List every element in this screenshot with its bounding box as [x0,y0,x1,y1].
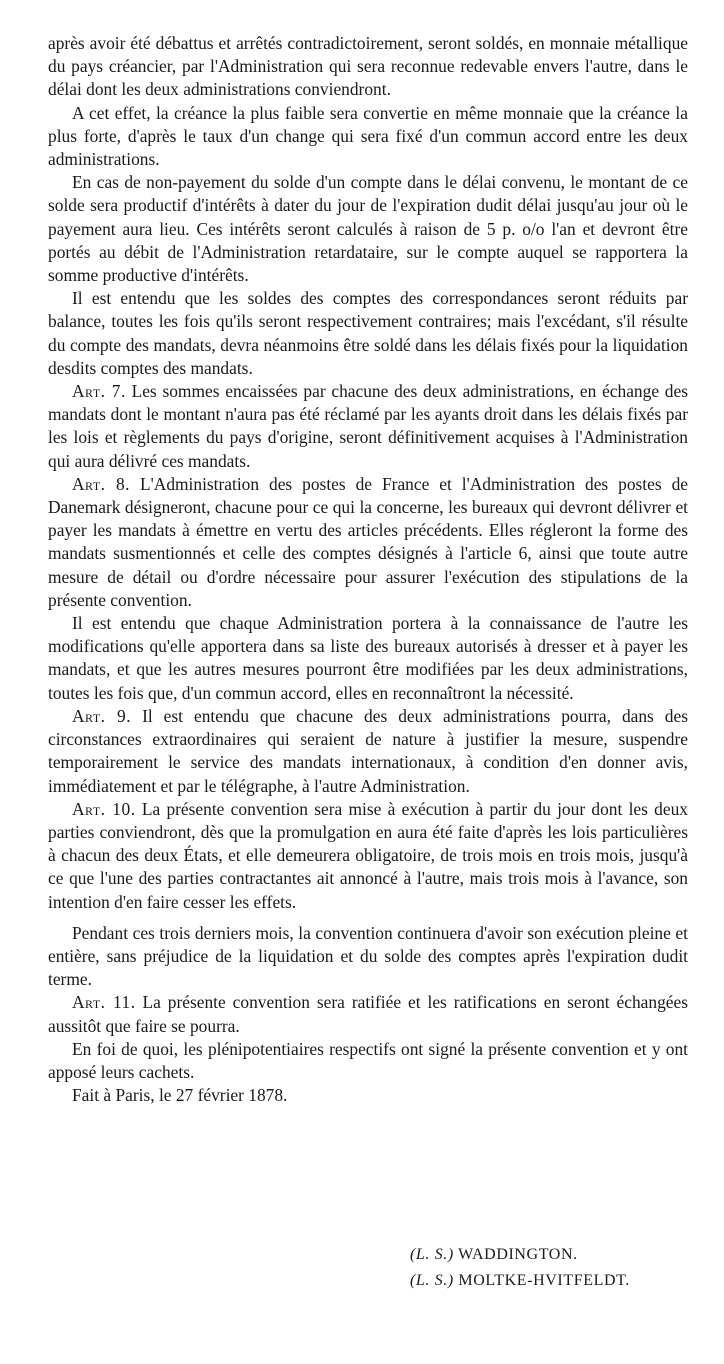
signature-moltke-hvitfeldt [410,1272,630,1290]
article-10-number: Art. 10. [72,798,136,819]
paragraph-bureau-changes: Il est entendu que chaque Administration portera à la connaissance de l'autre les modifications qu'elle apportera dans sa liste des bureaux autorisés à dresser et à payer les mandats, et que les autres mesures pourront être modifiées par les deux administrations, toutes les fois que, d'un commun accord, elles en reconnaîtront la nécessité. [48,613,688,703]
treaty-text [48,32,688,1107]
article-8 [48,473,688,612]
signatory-name: MOLTKE-HVITFELDT. [458,1272,630,1289]
seal-mark: (L. S.) [410,1246,454,1263]
signature-waddington [410,1246,578,1264]
signatory-name: WADDINGTON. [458,1246,578,1263]
paragraph-exchange-rate: A cet effet, la créance la plus faible sera convertie en même monnaie que la créance la plus forte, d'après le taux d'un change qui sera fixé d'un commun accord entre les deux administrations. [48,102,688,170]
article-9-number: Art. 9. [72,705,132,726]
article-11-text: La présente convention sera ratifiée et les ratifications en seront échangées aussitôt que faire se pourra. [48,992,688,1036]
closing-section [48,922,688,1108]
seal-mark: (L. S.) [410,1272,454,1289]
article-9 [48,705,688,798]
article-11 [48,991,688,1037]
paragraph-last-months: Pendant ces trois derniers mois, la convention continuera d'avoir son exécution pleine et entière, sans préjudice de la liquidation et du solde des comptes après l'expiration dudit terme. [48,922,688,990]
article-11-number: Art. 11. [72,992,136,1013]
date-line: Fait à Paris, le 27 février 1878. [72,1085,288,1106]
article-9-text: Il est entendu que chacune des deux administrations pourra, dans des circonstances extraordinaires qui seraient de nature à justifier la mesure, suspendre temporairement le service des mandats internationaux, à condition d'en donner avis, immédiatement et par le télégraphe, à l'autre Administration. [48,705,688,796]
paragraph-continuation: après avoir été débattus et arrêtés contradictoirement, seront soldés, en monnaie métallique du pays créancier, par l'Administration qui sera reconnue redevable envers l'autre, dans le délai dont les deux administrations conviendront. [48,33,688,100]
paragraph-balance: Il est entendu que les soldes des comptes des correspondances seront réduits par balance, toutes les fois qu'ils seront respectivement contraires; mais l'excédant, s'il résulte du compte des mandats, devra néanmoins être soldé dans les délais fixés pour la liquidation desdits comptes des mandats. [48,288,688,378]
article-7-number: Art. 7. [72,381,126,402]
paragraph-in-witness: En foi de quoi, les plénipotentiaires respectifs ont signé la présente convention et y ont apposé leurs cachets. [48,1038,688,1082]
article-7 [48,380,688,473]
article-8-number: Art. 8. [72,473,131,494]
article-8-text: L'Administration des postes de France et l'Administration des postes de Danemark désigneront, chacune pour ce qui la concerne, les bureaux qui devront délivrer et payer les mandats à émettre en vertu des articles précédents. Elles régleront la forme des mandats susmentionnés et celle des comptes désignés à l'article 6, ainsi que toute autre mesure de détail ou d'ordre nécessaire pour assurer l'exécution des stipulations de la présente convention. [48,473,688,610]
article-10 [48,798,688,914]
article-7-text: Les sommes encaissées par chacune des deux administrations, en échange des mandats dont le montant n'aura pas été réclamé par les ayants droit dans les délais fixés par les lois et règlements du pays d'origine, seront définitivement acquises à l'Administration qui aura délivré ces mandats. [48,381,688,471]
paragraph-interest: En cas de non-payement du solde d'un compte dans le délai convenu, le montant de ce solde sera productif d'intérêts à dater du jour de l'expiration dudit délai jusqu'au jour où le payement aura lieu. Ces intérêts seront calculés à raison de 5 p. o/o l'an et devront être portés au débit de l'Administration retardataire, sur le compte auquel se rapportera la somme productive d'intérêts. [48,172,688,286]
article-10-text: La présente convention sera mise à exécution à partir du jour dont les deux parties conviendront, dès que la promulgation en aura été faite d'après les lois particulières à chacun des deux États, et elle demeurera obligatoire, de trois mois en trois mois, jusqu'à ce que l'une des parties contractantes ait annoncé à l'autre, mais trois mois à l'avance, son intention d'en faire cesser les effets. [48,798,688,912]
